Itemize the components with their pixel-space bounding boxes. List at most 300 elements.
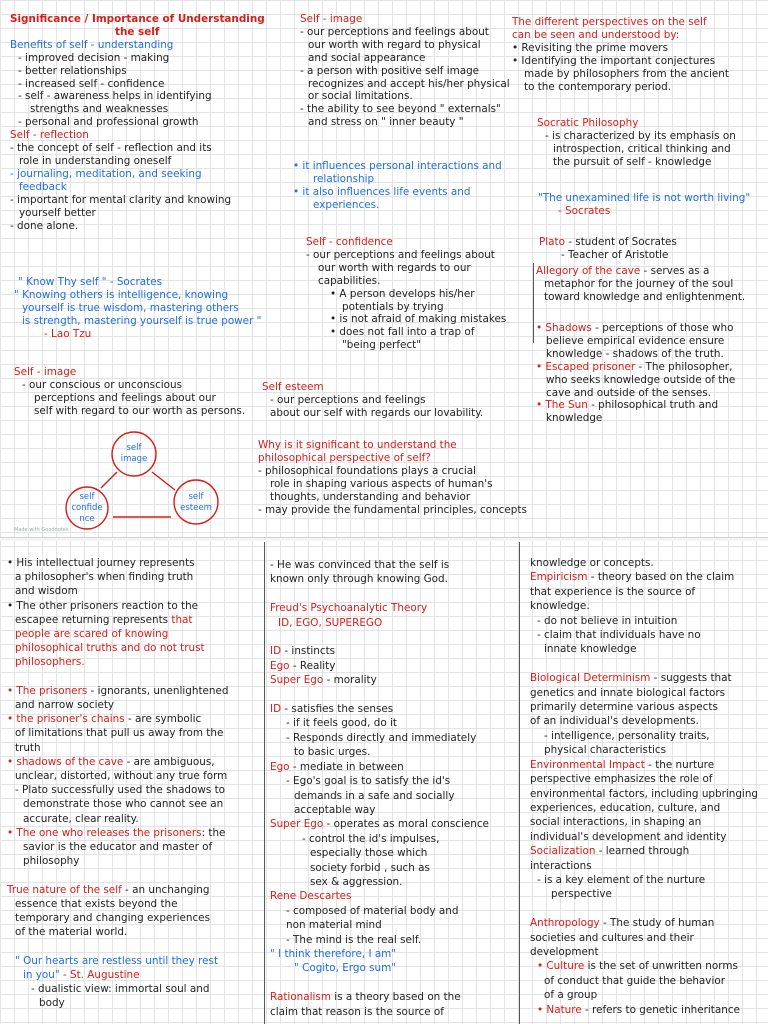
text-line: [530, 729, 766, 743]
text-line: [530, 887, 766, 901]
text-line: [536, 399, 766, 412]
list-item: - done alone.: [10, 219, 79, 232]
socratic-section: [537, 117, 765, 169]
text-span: - claim that individuals have no: [537, 629, 701, 642]
text-line: [7, 982, 261, 996]
text-span: - mediate in between: [289, 760, 404, 773]
text-span: - suggests that: [650, 672, 732, 685]
text-span: - ignorants, unenlightened: [87, 684, 229, 697]
significance-section: [10, 13, 272, 232]
term-highlight: True nature of the self: [7, 883, 122, 896]
text-line: [7, 797, 261, 811]
text-line: [270, 817, 516, 831]
text-span: demands in a safe and socially: [294, 789, 455, 802]
list-item: made by philosophers from the ancient: [524, 67, 729, 80]
text-line: [7, 584, 261, 598]
text-span: - instincts: [281, 645, 336, 658]
list-item: - self - awareness helps in identifying: [18, 90, 212, 103]
text-line: [7, 613, 261, 627]
text-line: [7, 698, 261, 712]
list-item: - a person with positive self image: [300, 64, 480, 77]
list-item: - personal and professional growth: [18, 116, 199, 129]
text-span: - morality: [323, 674, 377, 687]
self-image-definition: [14, 366, 274, 418]
perspectives-heading: can be seen and understood by:: [512, 28, 680, 41]
text-span: accurate, clear reality.: [23, 812, 139, 825]
unexamined-quote-text: "The unexamined life is not worth living": [538, 192, 751, 204]
list-item: - increased self - confidence: [18, 77, 165, 90]
term-highlight: Plato: [539, 236, 565, 248]
term-highlight: • Shadows: [536, 322, 592, 334]
self-image-label: self: [126, 443, 142, 453]
text-span: - satisfies the senses: [281, 703, 394, 716]
list-item: perceptions and feelings about our: [34, 391, 216, 404]
term-highlight: • Nature: [537, 1003, 582, 1016]
term-highlight: • The one who releases the prisoners: [7, 826, 202, 839]
text-line: [530, 1003, 766, 1017]
list-item: relationship: [313, 172, 375, 185]
text-span: of limitations that pull us away from the: [15, 727, 224, 740]
text-span: savior is the educator and master of: [23, 841, 213, 854]
list-item: • Identifying the important conjectures: [512, 54, 716, 67]
list-item: - our perceptions and feelings about: [306, 248, 495, 261]
why-list: [258, 465, 558, 517]
text-span: truth: [15, 741, 41, 754]
perspectives-list: [512, 42, 762, 94]
self-confidence-heading: Self - confidence: [306, 236, 393, 248]
text-line: [530, 787, 766, 801]
socratic-list: [537, 130, 765, 169]
list-item: self with regard to our worth as persons.: [34, 404, 246, 417]
text-line: [7, 883, 261, 897]
text-line: [530, 931, 766, 945]
list-item: role in shaping various aspects of human's: [270, 477, 493, 490]
text-span: unclear, distorted, without any true form: [15, 770, 228, 783]
text-line: [7, 741, 261, 755]
text-span: that experience is the source of: [530, 585, 696, 598]
text-span: - is a key element of the nurture: [537, 873, 706, 886]
self-image-section: [300, 13, 525, 129]
text-line: [530, 844, 766, 858]
text-line: [530, 614, 766, 628]
goodnotes-watermark: Made with Goodnotes: [14, 527, 69, 533]
text-line: [530, 758, 766, 772]
text-span: body: [39, 997, 65, 1010]
text-span: essence that exists beyond the: [15, 897, 178, 910]
list-item: "being perfect": [342, 339, 422, 352]
text-span: - student of Socrates: [564, 236, 677, 248]
text-span: perspective emphasizes the role of: [530, 773, 713, 786]
term-highlight: Ego: [270, 760, 290, 773]
text-line: [7, 968, 261, 982]
text-span: - Reality: [289, 659, 336, 672]
term-highlight: • Culture: [537, 960, 585, 973]
text-line: [530, 714, 766, 728]
text-line: [536, 322, 766, 335]
text-line: [270, 789, 516, 803]
text-span: - Ego's goal is to satisfy the id's: [286, 775, 451, 788]
text-line: [536, 387, 766, 400]
text-line: [530, 959, 766, 973]
quotes-section: [14, 276, 304, 341]
term-highlight: ID, EGO, SUPEREGO: [278, 616, 383, 629]
text-span: of conduct that guide the behavior: [544, 974, 725, 987]
term-highlight: ID: [270, 703, 282, 716]
text-span: - operates as moral conscience: [323, 818, 489, 831]
text-line: [270, 803, 516, 817]
text-span: metaphor for the journey of the soul: [544, 277, 734, 290]
text-span: who seeks knowledge outside of the: [546, 373, 736, 386]
text-line: [530, 671, 766, 685]
text-span: cave and outside of the senses.: [546, 386, 711, 399]
reflection-heading: Self - reflection: [10, 129, 89, 142]
text-line: [530, 772, 766, 786]
list-item: - the concept of self - reflection and its: [10, 142, 212, 155]
text-span: - learned through: [595, 845, 690, 858]
text-span: - are ambiguous,: [123, 755, 215, 768]
text-line: [530, 916, 766, 930]
term-highlight: people are scared of knowing: [15, 628, 169, 641]
text-line: [270, 616, 516, 630]
text-span: " Our hearts are restless until they rest: [15, 954, 219, 967]
text-line: [536, 348, 766, 361]
list-item: and stress on " inner beauty ": [308, 116, 464, 129]
list-item: • Revisiting the prime movers: [512, 41, 668, 54]
text-line: [270, 961, 516, 975]
text-span: especially those which: [310, 847, 428, 860]
text-line: [530, 642, 766, 656]
margin-bracket: [533, 263, 534, 343]
text-span: - Responds directly and immediately: [286, 731, 477, 744]
text-line: [7, 826, 261, 840]
list-item: • it also influences life events and: [293, 185, 471, 198]
text-line: [530, 902, 766, 916]
list-item: introspection, critical thinking and: [553, 142, 731, 155]
text-line: [7, 854, 261, 868]
list-item: • it influences personal interactions and: [293, 160, 502, 172]
text-span: temporary and changing experiences: [15, 912, 210, 925]
why-section: [258, 439, 558, 516]
allegory-section: [536, 265, 766, 304]
list-item: the pursuit of self - knowledge: [553, 155, 712, 168]
self-concept-diagram: [55, 428, 235, 538]
significance-title: Significance / Importance of Understanding: [10, 13, 265, 25]
list-item: feedback: [19, 180, 67, 193]
list-item: - the ability to see beyond " externals": [300, 103, 501, 116]
text-span: knowledge or concepts.: [530, 557, 654, 569]
self-image-label: image: [120, 454, 148, 464]
text-line: [536, 278, 766, 291]
text-line: [7, 684, 261, 698]
perspectives-heading: The different perspectives on the self: [512, 16, 707, 28]
term-highlight: Biological Determinism: [530, 672, 651, 685]
term-highlight: Rationalism: [270, 991, 331, 1004]
list-item: thoughts, understanding and behavior: [270, 490, 471, 503]
list-item: - better relationships: [18, 64, 127, 77]
term-highlight: - St. Augustine: [62, 968, 140, 981]
text-span: - dualistic view: immortal soul and: [31, 983, 210, 996]
text-line: [7, 556, 261, 570]
text-line: [530, 988, 766, 1002]
text-span: and narrow society: [15, 699, 115, 712]
list-item: yourself better: [19, 206, 96, 219]
text-line: [270, 1005, 516, 1019]
text-span: a philosopher's when finding truth: [15, 571, 194, 584]
text-line: [270, 558, 516, 572]
influences-section: [293, 160, 525, 212]
list-item: • A person develops his/her: [330, 287, 475, 300]
text-span: • His intellectual journey represents: [7, 557, 195, 569]
text-line: [536, 335, 766, 348]
list-item: role in understanding oneself: [19, 154, 172, 167]
text-line: [270, 904, 516, 918]
text-line: [7, 627, 261, 641]
text-span: - Plato successfully used the shadows to: [15, 784, 226, 797]
allegory-list: [536, 265, 766, 304]
self-image-heading: Self - image: [300, 13, 363, 25]
term-highlight: ID: [270, 645, 282, 658]
text-span: - intelligence, personality traits,: [544, 729, 710, 742]
text-line: [7, 570, 261, 584]
text-line: [270, 774, 516, 788]
term-highlight: Rene Descartes: [270, 890, 352, 903]
text-span: - Teacher of Aristotle: [561, 248, 669, 261]
text-line: [270, 745, 516, 759]
reflection-list: [10, 142, 272, 232]
connector-line: [101, 472, 117, 488]
text-span: - The study of human: [599, 917, 715, 930]
self-confidence-list: [306, 249, 528, 352]
list-item: capabilities.: [318, 274, 381, 287]
text-span: perspective: [551, 888, 612, 901]
page2-column2-lines: [270, 558, 516, 1019]
text-span: individual's development and identity: [530, 830, 727, 843]
text-span: - perceptions of those who: [591, 322, 734, 334]
text-line: [270, 587, 516, 601]
text-span: of the material world.: [15, 926, 128, 939]
text-line: [270, 659, 516, 673]
list-item: experiences.: [313, 198, 380, 211]
self-confidence-label: confide: [71, 503, 103, 513]
unexamined-quote-attribution: - Socrates: [558, 204, 611, 217]
list-item: strengths and weaknesses: [30, 103, 169, 116]
list-item: - improved decision - making: [18, 51, 170, 64]
text-span: • The other prisoners reaction to the: [7, 599, 199, 612]
text-line: [530, 628, 766, 642]
text-span: claim that reason is the source of: [270, 1005, 444, 1018]
list-item: - our perceptions and feelings: [270, 393, 426, 406]
list-item: - philosophical foundations plays a crucial: [258, 464, 477, 477]
text-span: society forbid , such as: [310, 861, 430, 874]
text-span: knowledge.: [530, 600, 590, 613]
text-line: [7, 996, 261, 1010]
text-span: societies and cultures and their: [530, 931, 694, 944]
text-line: [7, 783, 261, 797]
text-span: - if it feels good, do it: [286, 717, 397, 730]
list-item: our worth with regards to our: [318, 261, 471, 274]
list-item: • does not fall into a trap of: [330, 326, 475, 339]
text-line: [530, 830, 766, 844]
text-line: [536, 265, 766, 278]
text-line: [270, 933, 516, 947]
list-item: - important for mental clarity and knowing: [10, 193, 232, 206]
text-line: [7, 868, 261, 882]
term-highlight: Allegory of the cave: [536, 265, 641, 277]
text-line: [270, 702, 516, 716]
text-line: [530, 859, 766, 873]
term-highlight: Empiricism: [530, 571, 588, 584]
text-line: [536, 374, 766, 387]
text-line: [270, 889, 516, 903]
text-line: [530, 686, 766, 700]
text-line: [7, 954, 261, 968]
text-span: - He was convinced that the self is: [270, 559, 450, 571]
self-esteem-label: self: [188, 492, 204, 502]
text-line: [270, 846, 516, 860]
text-line: [7, 911, 261, 925]
text-span: acceptable way: [294, 803, 376, 816]
lao-tzu-quote-line: is strength, mastering yourself is true power ": [22, 314, 262, 327]
list-item: - may provide the fundamental principles, concepts: [258, 503, 527, 516]
text-line: [270, 688, 516, 702]
text-line: [530, 700, 766, 714]
text-span: is the set of unwritten norms: [584, 960, 738, 973]
text-span: - refers to genetic inheritance: [581, 1003, 740, 1016]
text-span: in you": [23, 968, 63, 981]
socratic-heading: Socratic Philosophy: [537, 117, 639, 129]
text-span: genetics and innate biological factors: [530, 686, 726, 699]
text-line: [270, 990, 516, 1004]
text-line: [270, 947, 516, 961]
term-highlight: Super Ego: [270, 674, 324, 687]
text-span: - theory based on the claim: [587, 571, 735, 584]
text-span: - are symbolic: [124, 713, 202, 726]
text-line: [536, 361, 766, 374]
perspectives-section: [512, 16, 762, 93]
text-span: and wisdom: [15, 585, 78, 598]
text-span: - control the id's impulses,: [302, 832, 440, 845]
text-span: sex & aggression.: [310, 875, 403, 888]
term-highlight: • shadows of the cave: [7, 755, 124, 768]
text-span: - do not believe in intuition: [537, 614, 678, 627]
text-span: innate knowledge: [544, 643, 637, 656]
text-line: [270, 731, 516, 745]
column-divider: [264, 542, 265, 1024]
self-esteem-section: [262, 381, 524, 420]
text-line: [7, 655, 261, 669]
text-span: of an individual's developments.: [530, 715, 699, 728]
text-line: [7, 755, 261, 769]
text-span: escapee returning represents: [15, 613, 172, 626]
text-span: - the nurture: [644, 758, 715, 771]
text-line: [7, 712, 261, 726]
self-image-list: [300, 26, 525, 129]
lao-tzu-quote-line: " Knowing others is intelligence, knowing: [14, 288, 229, 301]
text-line: [270, 760, 516, 774]
plato-list: [528, 236, 764, 262]
text-line: [7, 599, 261, 613]
text-line: [530, 657, 766, 671]
text-span: physical characteristics: [544, 744, 667, 757]
text-line: [7, 726, 261, 740]
benefits-heading: Benefits of self - understanding: [10, 38, 174, 51]
text-line: [270, 601, 516, 615]
list-item: about our self with regards our lovability.: [270, 406, 484, 419]
text-span: - The mind is the real self.: [286, 933, 422, 946]
column-divider: [519, 542, 520, 1024]
list-item: - journaling, meditation, and seeking: [10, 167, 202, 180]
page2-column3: [530, 556, 766, 1017]
text-line: [270, 673, 516, 687]
text-line: [530, 945, 766, 959]
text-line: [7, 670, 261, 684]
text-line: [7, 939, 261, 953]
text-span: - composed of material body and: [286, 904, 459, 917]
why-heading: Why is it significant to understand the: [258, 439, 457, 451]
text-line: [528, 249, 764, 262]
term-highlight: philosophers.: [15, 656, 85, 669]
text-line: [7, 840, 261, 854]
text-line: [270, 976, 516, 990]
text-line: [270, 832, 516, 846]
self-esteem-heading: Self esteem: [262, 381, 324, 393]
text-line: [530, 570, 766, 584]
text-span: demonstrate those who cannot see an: [23, 798, 224, 811]
lao-tzu-attribution: - Lao Tzu: [44, 327, 92, 340]
text-span: development: [530, 945, 599, 958]
text-span: knowledge: [546, 412, 603, 425]
text-span: " I think therefore, I am": [270, 947, 397, 960]
plato-section: [528, 236, 764, 262]
list-item: our worth with regard to physical: [308, 38, 481, 51]
text-line: [7, 769, 261, 783]
text-line: [7, 812, 261, 826]
list-item: - our conscious or unconscious: [22, 378, 183, 391]
text-span: known only through knowing God.: [270, 573, 448, 586]
text-span: to basic urges.: [294, 746, 371, 759]
why-heading: philosophical perspective of self?: [258, 451, 431, 464]
list-item: or social limitations.: [308, 90, 413, 103]
term-highlight: Ego: [270, 659, 290, 672]
text-line: [530, 873, 766, 887]
term-highlight: Socialization: [530, 845, 596, 858]
self-confidence-section: [306, 236, 528, 352]
lao-tzu-quote-line: yourself is true wisdom, mastering others: [22, 301, 239, 314]
connector-line: [152, 472, 175, 490]
self-confidence-label: nce: [79, 514, 95, 524]
text-span: toward knowledge and enlightenment.: [544, 290, 746, 303]
text-span: experiences, education, culture, and: [530, 801, 721, 814]
socrates-quote: " Know Thy self " - Socrates: [18, 276, 162, 288]
text-line: [530, 585, 766, 599]
text-line: [530, 599, 766, 613]
list-item: recognizes and accept his/her physical: [308, 77, 510, 90]
text-span: believe empirical evidence ensure: [546, 334, 725, 347]
list-item: • is not afraid of making mistakes: [330, 313, 507, 326]
term-highlight: • The prisoners: [7, 684, 88, 697]
text-span: interactions: [530, 859, 592, 872]
term-highlight: Super Ego: [270, 818, 324, 831]
text-span: knowledge - shadows of the truth.: [546, 347, 724, 360]
text-span: non material mind: [286, 919, 382, 932]
text-span: philosophy: [23, 855, 80, 868]
notes-page-2: [0, 540, 768, 1024]
text-line: [536, 412, 766, 425]
text-line: [270, 861, 516, 875]
text-line: [7, 897, 261, 911]
list-item: and social appearance: [308, 51, 426, 64]
page2-column1: [7, 556, 261, 1011]
